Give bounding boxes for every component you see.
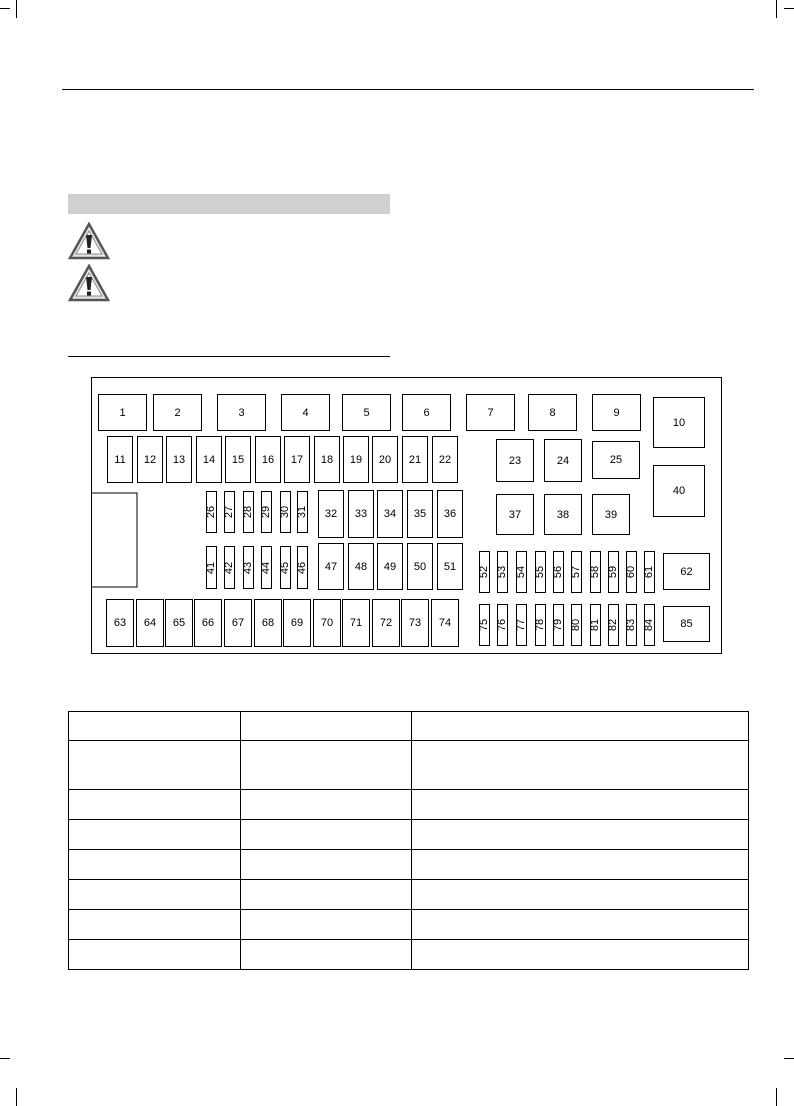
fuse-label: 55 <box>534 565 547 579</box>
fuse-label: 79 <box>552 618 565 632</box>
fuse-40 <box>653 465 705 517</box>
fuse-49 <box>377 543 403 590</box>
fuse-label: 18 <box>320 453 334 466</box>
fuse-79 <box>553 604 564 646</box>
warning-bar <box>68 194 390 214</box>
fuse-label: 2 <box>174 406 181 419</box>
fuse-label: 72 <box>379 617 393 629</box>
fuse-label: 29 <box>260 505 273 519</box>
fuse-label: 76 <box>496 618 509 632</box>
fuse-label: 36 <box>443 508 457 520</box>
fuse-74 <box>431 599 459 647</box>
crop-mark <box>0 1058 10 1059</box>
fuse-77 <box>516 604 527 646</box>
fuse-70 <box>313 599 341 647</box>
fuse-label: 10 <box>672 416 686 429</box>
table-cell <box>69 790 241 820</box>
fuse-label: 82 <box>607 618 620 632</box>
fuse-label: 23 <box>508 454 522 467</box>
fuse-34 <box>377 490 403 538</box>
fuse-label: 78 <box>534 618 547 632</box>
fuse-label: 80 <box>570 618 583 632</box>
table-row <box>69 940 749 970</box>
fuse-table <box>68 711 749 970</box>
fuse-65 <box>165 599 193 647</box>
table-cell <box>241 910 412 940</box>
table-cell <box>241 712 412 741</box>
fuse-36 <box>437 490 463 538</box>
crop-mark <box>784 1058 794 1059</box>
fuse-24 <box>544 439 582 482</box>
fuse-label: 32 <box>324 508 338 520</box>
fuse-9 <box>592 394 641 431</box>
fuse-label: 68 <box>261 617 275 629</box>
fuse-56 <box>553 551 564 593</box>
fuse-25 <box>592 441 640 479</box>
fuse-52 <box>479 551 490 593</box>
fuse-84 <box>644 604 655 646</box>
fuse-label: 54 <box>515 565 528 579</box>
fuse-55 <box>535 551 546 593</box>
fuse-60 <box>626 551 637 593</box>
fuse-label: 8 <box>549 406 556 419</box>
fuse-46 <box>297 546 308 589</box>
warning-triangle-icon <box>68 222 110 260</box>
fuse-20 <box>372 436 398 483</box>
table-cell <box>69 910 241 940</box>
fuse-label: 13 <box>172 453 186 466</box>
fuse-35 <box>407 490 433 538</box>
table-cell <box>69 880 241 910</box>
table-row <box>69 790 749 820</box>
fuse-label: 56 <box>552 565 565 579</box>
fuse-label: 85 <box>680 618 693 630</box>
fuse-12 <box>137 436 163 483</box>
fuse-27 <box>224 491 235 533</box>
fuse-61 <box>644 551 655 593</box>
fuse-14 <box>196 436 222 483</box>
crop-mark <box>784 8 794 9</box>
table-cell <box>69 741 241 790</box>
fuse-label: 57 <box>570 565 583 579</box>
table-cell <box>69 940 241 970</box>
fuse-panel-diagram <box>91 377 722 654</box>
fuse-50 <box>407 543 433 590</box>
fuse-45 <box>280 546 291 589</box>
fuse-16 <box>255 436 281 483</box>
fuse-label: 31 <box>296 505 309 519</box>
fuse-label: 15 <box>231 453 245 466</box>
fuse-label: 41 <box>205 561 218 574</box>
fuse-83 <box>626 604 637 646</box>
fuse-label: 39 <box>604 508 618 521</box>
fuse-23 <box>496 439 534 482</box>
fuse-label: 26 <box>205 505 218 519</box>
crop-mark <box>776 0 777 18</box>
fuse-7 <box>466 394 515 431</box>
fuse-label: 5 <box>363 406 370 419</box>
fuse-19 <box>343 436 369 483</box>
fuse-label: 53 <box>496 565 509 579</box>
fuse-label: 27 <box>223 505 236 519</box>
fuse-label: 47 <box>324 560 338 573</box>
fuse-label: 77 <box>515 618 528 632</box>
table-cell <box>241 790 412 820</box>
fuse-label: 62 <box>680 565 693 578</box>
fuse-51 <box>437 543 463 590</box>
fuse-76 <box>497 604 508 646</box>
fuse-label: 49 <box>383 560 397 573</box>
fuse-label: 61 <box>643 565 656 579</box>
fuse-label: 84 <box>643 618 656 632</box>
fuse-label: 9 <box>613 406 620 419</box>
table-row <box>69 910 749 940</box>
fuse-label: 25 <box>609 454 623 466</box>
table-cell <box>69 820 241 850</box>
fuse-42 <box>224 546 235 589</box>
table-row <box>69 712 749 741</box>
fuse-13 <box>166 436 192 483</box>
fuse-72 <box>372 599 400 647</box>
fuse-38 <box>544 494 582 535</box>
fuse-54 <box>516 551 527 593</box>
fuse-69 <box>283 599 311 647</box>
fuse-47 <box>318 543 344 590</box>
fuse-label: 33 <box>354 508 368 520</box>
fuse-82 <box>608 604 619 646</box>
fuse-label: 70 <box>320 617 334 629</box>
fuse-label: 42 <box>223 561 236 574</box>
crop-mark <box>16 1088 17 1106</box>
fuse-1 <box>98 394 147 431</box>
fuse-11 <box>107 436 133 483</box>
fuse-71 <box>342 599 370 647</box>
fuse-label: 65 <box>172 617 186 629</box>
fuse-label: 35 <box>413 508 427 520</box>
fuse-75 <box>479 604 490 646</box>
fuse-37 <box>496 494 534 535</box>
fuse-73 <box>401 599 429 647</box>
fuse-5 <box>342 394 391 431</box>
fuse-label: 46 <box>296 561 309 574</box>
table-cell <box>69 850 241 880</box>
header-rule <box>62 89 754 90</box>
fuse-31 <box>297 491 308 533</box>
fuse-10 <box>653 397 705 448</box>
fuse-30 <box>280 491 291 533</box>
crop-mark <box>0 8 10 9</box>
fuse-3 <box>217 394 266 431</box>
table-row <box>69 880 749 910</box>
fuse-80 <box>571 604 582 646</box>
fuse-label: 59 <box>607 565 620 579</box>
table-cell <box>241 820 412 850</box>
table-row <box>69 820 749 850</box>
fuse-41 <box>206 546 217 589</box>
table-cell <box>412 910 749 940</box>
fuse-26 <box>206 491 217 533</box>
fuse-label: 64 <box>143 617 157 629</box>
fuse-label: 83 <box>625 618 638 632</box>
fuse-39 <box>592 494 630 535</box>
fuse-8 <box>528 394 577 431</box>
fuse-32 <box>318 490 344 538</box>
fuse-33 <box>348 490 374 538</box>
fuse-22 <box>432 436 458 483</box>
fuse-43 <box>243 546 254 589</box>
fuse-label: 52 <box>478 565 491 579</box>
table-cell <box>241 880 412 910</box>
fuse-53 <box>497 551 508 593</box>
fuse-label: 51 <box>443 560 457 573</box>
fuse-85 <box>663 606 710 642</box>
table-cell <box>241 940 412 970</box>
fuse-2 <box>153 394 202 431</box>
fuse-label: 63 <box>113 617 127 629</box>
table-cell <box>241 850 412 880</box>
warning-triangle-icon <box>68 264 110 302</box>
table-cell <box>412 790 749 820</box>
fuse-label: 45 <box>279 561 292 574</box>
fuse-67 <box>224 599 252 647</box>
fuse-label: 73 <box>408 617 422 629</box>
fuse-label: 74 <box>438 617 452 629</box>
fuse-label: 30 <box>279 505 292 519</box>
fuse-label: 38 <box>556 508 570 521</box>
fuse-label: 75 <box>478 618 491 632</box>
table-cell <box>412 880 749 910</box>
fuse-78 <box>535 604 546 646</box>
fuse-18 <box>314 436 340 483</box>
table-row <box>69 741 749 790</box>
fuse-label: 44 <box>260 561 273 574</box>
table-cell <box>412 850 749 880</box>
fuse-81 <box>590 604 601 646</box>
fuse-66 <box>194 599 222 647</box>
fuse-label: 67 <box>231 617 245 629</box>
fuse-29 <box>261 491 272 533</box>
fuse-label: 3 <box>238 406 245 419</box>
fuse-17 <box>284 436 310 483</box>
fuse-label: 71 <box>349 617 363 629</box>
table-cell <box>412 940 749 970</box>
fuse-label: 16 <box>261 453 275 466</box>
fuse-label: 81 <box>589 618 602 632</box>
fuse-label: 60 <box>625 565 638 579</box>
fuse-label: 11 <box>114 453 126 466</box>
table-cell <box>69 712 241 741</box>
fuse-59 <box>608 551 619 593</box>
table-cell <box>241 741 412 790</box>
fuse-64 <box>136 599 164 647</box>
table-cell <box>412 741 749 790</box>
fuse-label: 50 <box>413 560 427 573</box>
fuse-label: 6 <box>423 406 430 419</box>
fuse-label: 43 <box>242 561 255 574</box>
fuse-label: 14 <box>202 453 216 466</box>
section-rule <box>68 356 390 357</box>
fuse-label: 66 <box>201 617 215 629</box>
fuse-15 <box>225 436 251 483</box>
fuse-label: 21 <box>408 453 422 466</box>
fuse-57 <box>571 551 582 593</box>
fuse-4 <box>281 394 330 431</box>
fuse-63 <box>106 599 134 647</box>
table-row <box>69 850 749 880</box>
fuse-label: 4 <box>302 406 309 419</box>
fuse-label: 37 <box>508 508 522 521</box>
fuse-21 <box>402 436 428 483</box>
fuse-28 <box>243 491 254 533</box>
fuse-68 <box>254 599 282 647</box>
fuse-48 <box>348 543 374 590</box>
fuse-label: 48 <box>354 560 368 573</box>
fuse-label: 12 <box>143 453 157 466</box>
fuse-label: 19 <box>349 453 363 466</box>
table-cell <box>412 820 749 850</box>
crop-mark <box>776 1088 777 1106</box>
fuse-label: 20 <box>378 453 392 466</box>
fuse-label: 40 <box>672 485 686 497</box>
fuse-6 <box>402 394 451 431</box>
fuse-label: 7 <box>487 406 494 419</box>
fuse-62 <box>663 553 710 590</box>
fuse-44 <box>261 546 272 589</box>
table-cell <box>412 712 749 741</box>
fuse-label: 69 <box>290 617 304 629</box>
fuse-label: 1 <box>119 406 126 419</box>
fuse-label: 22 <box>438 453 452 466</box>
fuse-label: 24 <box>556 454 570 467</box>
fuse-label: 28 <box>242 505 255 519</box>
crop-mark <box>16 0 17 18</box>
fuse-58 <box>590 551 601 593</box>
fuse-label: 58 <box>589 565 602 579</box>
fuse-label: 34 <box>383 508 397 520</box>
fuse-label: 17 <box>290 453 304 466</box>
